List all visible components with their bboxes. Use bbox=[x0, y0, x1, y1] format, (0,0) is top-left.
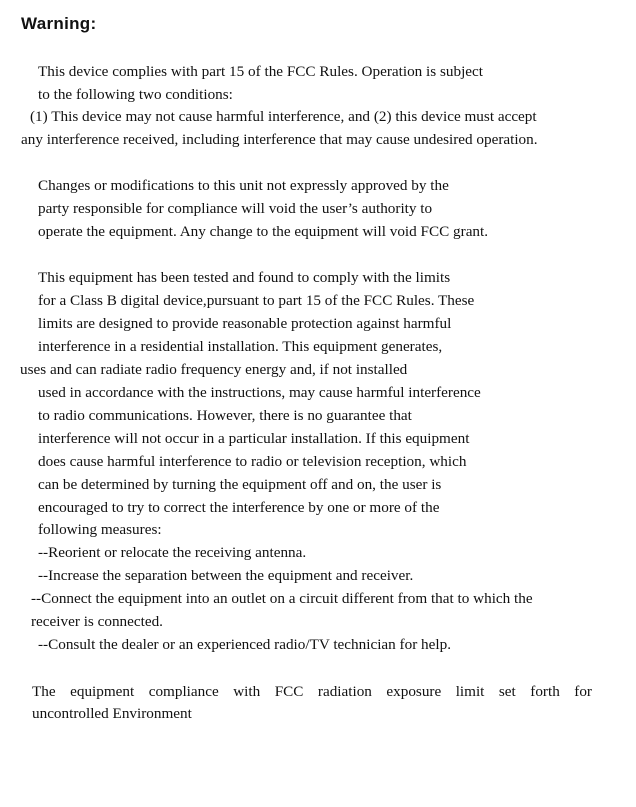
section3-line: This equipment has been tested and found to comply with the limits bbox=[38, 269, 451, 286]
section1-line: (1) This device may not cause harmful interference, and (2) this device must accept bbox=[30, 108, 537, 125]
section1-line: to the following two conditions: bbox=[38, 86, 233, 103]
warning-heading: Warning: bbox=[21, 14, 97, 33]
section4-line: uncontrolled Environment bbox=[32, 705, 192, 722]
section3-line: interference will not occur in a particular installation. If this equipment bbox=[38, 430, 470, 447]
section1-line: any interference received, including interference that may cause undesired operation. bbox=[21, 131, 538, 148]
section3-line: encouraged to try to correct the interference by one or more of the bbox=[38, 499, 440, 516]
section2-line: Changes or modifications to this unit not expressly approved by the bbox=[38, 177, 449, 194]
section2-line: party responsible for compliance will void the user’s authority to bbox=[38, 200, 433, 217]
measure-item: --Consult the dealer or an experienced radio/TV technician for help. bbox=[38, 636, 451, 653]
measure-item-continued: receiver is connected. bbox=[31, 613, 163, 630]
measure-item: --Increase the separation between the equipment and receiver. bbox=[38, 567, 414, 584]
section3-line: uses and can radiate radio frequency energy and, if not installed bbox=[20, 361, 408, 378]
section3-line: limits are designed to provide reasonable protection against harmful bbox=[38, 315, 452, 332]
measure-item: --Connect the equipment into an outlet on a circuit different from that to which the bbox=[31, 590, 533, 607]
section3-line: following measures: bbox=[38, 521, 162, 538]
section3-line: can be determined by turning the equipment off and on, the user is bbox=[38, 476, 442, 493]
measure-item: --Reorient or relocate the receiving antenna. bbox=[38, 544, 307, 561]
section4-line: The equipment compliance with FCC radiation exposure limit set forth for bbox=[32, 683, 592, 700]
section3-line: does cause harmful interference to radio or television reception, which bbox=[38, 453, 467, 470]
section3-line: for a Class B digital device,pursuant to part 15 of the FCC Rules. These bbox=[38, 292, 475, 309]
section3-line: interference in a residential installation. This equipment generates, bbox=[38, 338, 443, 355]
section3-line: to radio communications. However, there is no guarantee that bbox=[38, 407, 412, 424]
section1-line: This device complies with part 15 of the FCC Rules. Operation is subject bbox=[38, 63, 484, 80]
section2-line: operate the equipment. Any change to the equipment will void FCC grant. bbox=[38, 223, 489, 240]
section3-line: used in accordance with the instructions, may cause harmful interference bbox=[38, 384, 481, 401]
